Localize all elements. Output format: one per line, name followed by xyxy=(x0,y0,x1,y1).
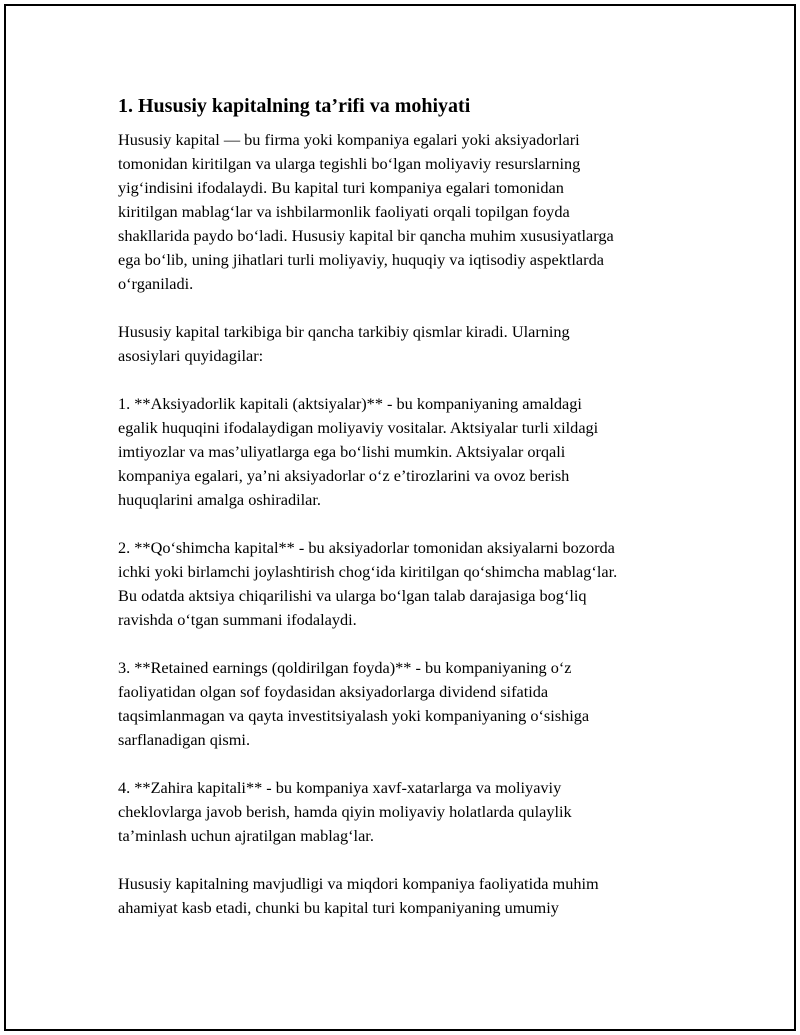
text-line: Hususiy kapital tarkibiga bir qancha tarkibiy qismlar kiradi. Ularning xyxy=(118,322,570,341)
text-line: Bu odatda aktsiya chiqarilishi va ularga bo‘lgan talab darajasiga bog‘liq xyxy=(118,586,587,605)
text-line: Hususiy kapitalning mavjudligi va miqdori kompaniya faoliyatida muhim xyxy=(118,874,599,893)
paragraph-7 xyxy=(118,872,698,920)
text-line: yig‘indisini ifodalaydi. Bu kapital turi kompaniya egalari tomonidan xyxy=(118,178,564,197)
paragraph-4 xyxy=(118,536,698,632)
text-line: ravishda o‘tgan summani ifodalaydi. xyxy=(118,610,357,629)
text-line: ega bo‘lib, uning jihatlari turli moliyaviy, huquqiy va iqtisodiy aspektlarda xyxy=(118,250,604,269)
paragraph-2 xyxy=(118,320,698,368)
text-line: huquqlarini amalga oshiradilar. xyxy=(118,490,322,509)
text-line: sarflanadigan qismi. xyxy=(118,730,251,749)
text-line: 3. **Retained earnings (qoldirilgan foyda)** - bu kompaniyaning o‘z xyxy=(118,658,572,677)
text-line: o‘rganiladi. xyxy=(118,274,194,293)
paragraph-1 xyxy=(118,128,698,296)
text-line: ta’minlash uchun ajratilgan mablag‘lar. xyxy=(118,826,374,845)
text-line: Hususiy kapital — bu firma yoki kompaniya egalari yoki aksiyadorlari xyxy=(118,130,580,149)
text-line: asosiylari quyidagilar: xyxy=(118,346,264,365)
paragraph-5 xyxy=(118,656,698,752)
text-line: imtiyozlar va mas’uliyatlarga ega bo‘lishi mumkin. Aktsiyalar orqali xyxy=(118,442,566,461)
paragraph-3 xyxy=(118,392,698,512)
text-line: tomonidan kiritilgan va ularga tegishli bo‘lgan moliyaviy resurslarning xyxy=(118,154,581,173)
text-line: cheklovlarga javob berish, hamda qiyin moliyaviy holatlarda qulaylik xyxy=(118,802,572,821)
text-line: 1. **Aksiyadorlik kapitali (aktsiyalar)** - bu kompaniyaning amaldagi xyxy=(118,394,582,413)
text-line: ichki yoki birlamchi joylashtirish chog‘ida kiritilgan qo‘shimcha mablag‘lar. xyxy=(118,562,618,581)
text-line: faoliyatidan olgan sof foydasidan aksiyadorlarga dividend sifatida xyxy=(118,682,549,701)
section-heading: 1. Hususiy kapitalning ta’rifi va mohiyati xyxy=(118,95,471,117)
text-line: kiritilgan mablag‘lar va ishbilarmonlik faoliyati orqali topilgan foyda xyxy=(118,202,570,221)
document-body xyxy=(118,92,698,944)
text-line: ahamiyat kasb etadi, chunki bu kapital turi kompaniyaning umumiy xyxy=(118,898,559,917)
text-line: egalik huquqini ifodalaydigan moliyaviy vositalar. Aktsiyalar turli xildagi xyxy=(118,418,599,437)
text-line: taqsimlanmagan va qayta investitsiyalash yoki kompaniyaning o‘sishiga xyxy=(118,706,590,725)
text-line: 4. **Zahira kapitali** - bu kompaniya xavf-xatarlarga va moliyaviy xyxy=(118,778,562,797)
paragraph-list xyxy=(118,128,698,920)
text-line: shakllarida paydo bo‘ladi. Hususiy kapital bir qancha muhim xususiyatlarga xyxy=(118,226,614,245)
paragraph-6 xyxy=(118,776,698,848)
text-line: kompaniya egalari, ya’ni aksiyadorlar o‘z e’tirozlarini va ovoz berish xyxy=(118,466,570,485)
text-line: 2. **Qo‘shimcha kapital** - bu aksiyadorlar tomonidan aksiyalarni bozorda xyxy=(118,538,615,557)
